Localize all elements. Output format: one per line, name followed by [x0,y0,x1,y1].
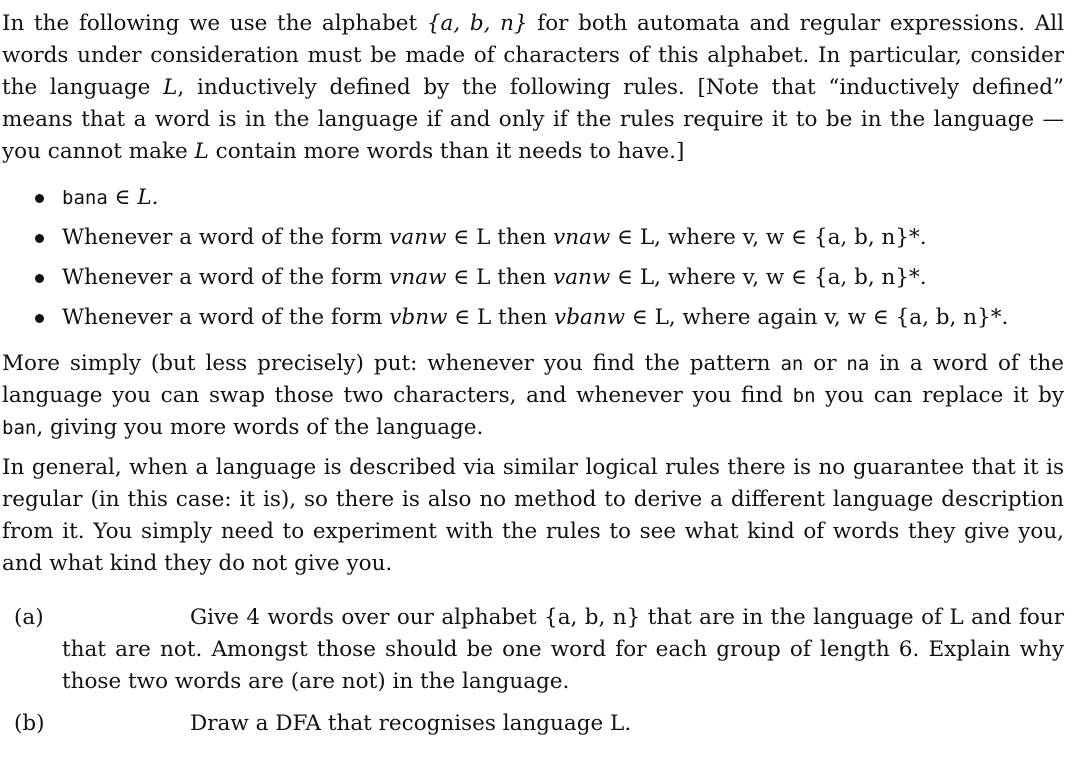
pattern-code: ban [2,417,37,439]
simply-paragraph [2,348,1064,444]
pattern-code: an [780,353,804,375]
rule-text: ∈ L then [446,265,554,290]
rule-text: ∈ L then [446,225,554,250]
simply-text: or [803,351,847,376]
simply-text: you can replace it by [815,383,1064,408]
intro-text-2: for both automata and regular expressions. All words under consideration must be made of characters of this alphabet. In particular, consider the language [2,11,1064,100]
task-list [2,602,1064,740]
intro-paragraph [2,8,1064,168]
general-paragraph: In general, when a language is described via similar logical rules there is no guarantee that it is regular (in this case: it is), so there is also no method to derive a different language description from it. You simply need to experiment with the rules to see what kind of words they give you, and what kind they do not give you. [2,455,1064,576]
task-item-a [2,602,1064,698]
task-item-b [2,708,1064,740]
rule-text: Whenever a word of the form [62,305,390,330]
rule-text: Whenever a word of the form [62,265,390,290]
rule-word: vnaw [553,225,611,250]
task-text: Draw a DFA that recognises language L. [190,711,632,736]
rule-word: vbnw [389,305,448,330]
rule-text: ∈ L, where again v, w ∈ {a, b, n}*. [625,305,1009,330]
rule-word: vbanw [554,305,626,330]
simply-text: More simply (but less precisely) put: whenever you find the pattern [2,351,781,376]
rule-text: ∈ L, where v, w ∈ {a, b, n}*. [610,225,927,250]
rule-item [2,222,1064,254]
rule-word: vanw [389,225,447,250]
bullet-icon [35,194,44,203]
task-label: (b) [14,711,45,736]
bullet-icon [35,274,44,283]
task-text: Give 4 words over our alphabet {a, b, n} that are in the language of L and four that are not. Amongst those should be one word for each group of length 6. Explain why those two words are (are not) in the language. [62,605,1064,694]
simply-text: in a word of the language you can swap those two characters, and whenever you find [2,351,1065,408]
pattern-code: bn [792,385,816,407]
intro-text-4: contain more words than it needs to have.] [208,139,685,164]
rule-code: bana [62,187,108,209]
simply-text: , giving you more words of the language. [36,415,484,440]
bullet-icon [35,234,44,243]
rule-item [2,262,1064,294]
rule-text: Whenever a word of the form [62,225,390,250]
rules-list [2,182,1064,334]
language-symbol: L [163,75,178,100]
pattern-code: na [846,353,870,375]
rule-word: vnaw [389,265,447,290]
task-label: (a) [14,605,44,630]
rule-item [2,302,1064,334]
intro-text-3: , inductively defined by the following rules. [Note that “inductively defined” means that a word is in the language if and only if the rules require it to be in the language — you cannot make [2,75,1064,164]
rule-text: ∈ L then [447,305,555,330]
language-symbol: L [194,139,209,164]
intro-text-1: In the following we use the alphabet [2,11,427,36]
rule-word: vanw [553,265,611,290]
rule-item [2,182,1064,214]
alphabet-set: {a, b, n} [426,11,528,36]
bullet-icon [35,314,44,323]
rule-text: ∈ L, where v, w ∈ {a, b, n}*. [610,265,927,290]
rule-text: ∈ L. [107,185,159,210]
